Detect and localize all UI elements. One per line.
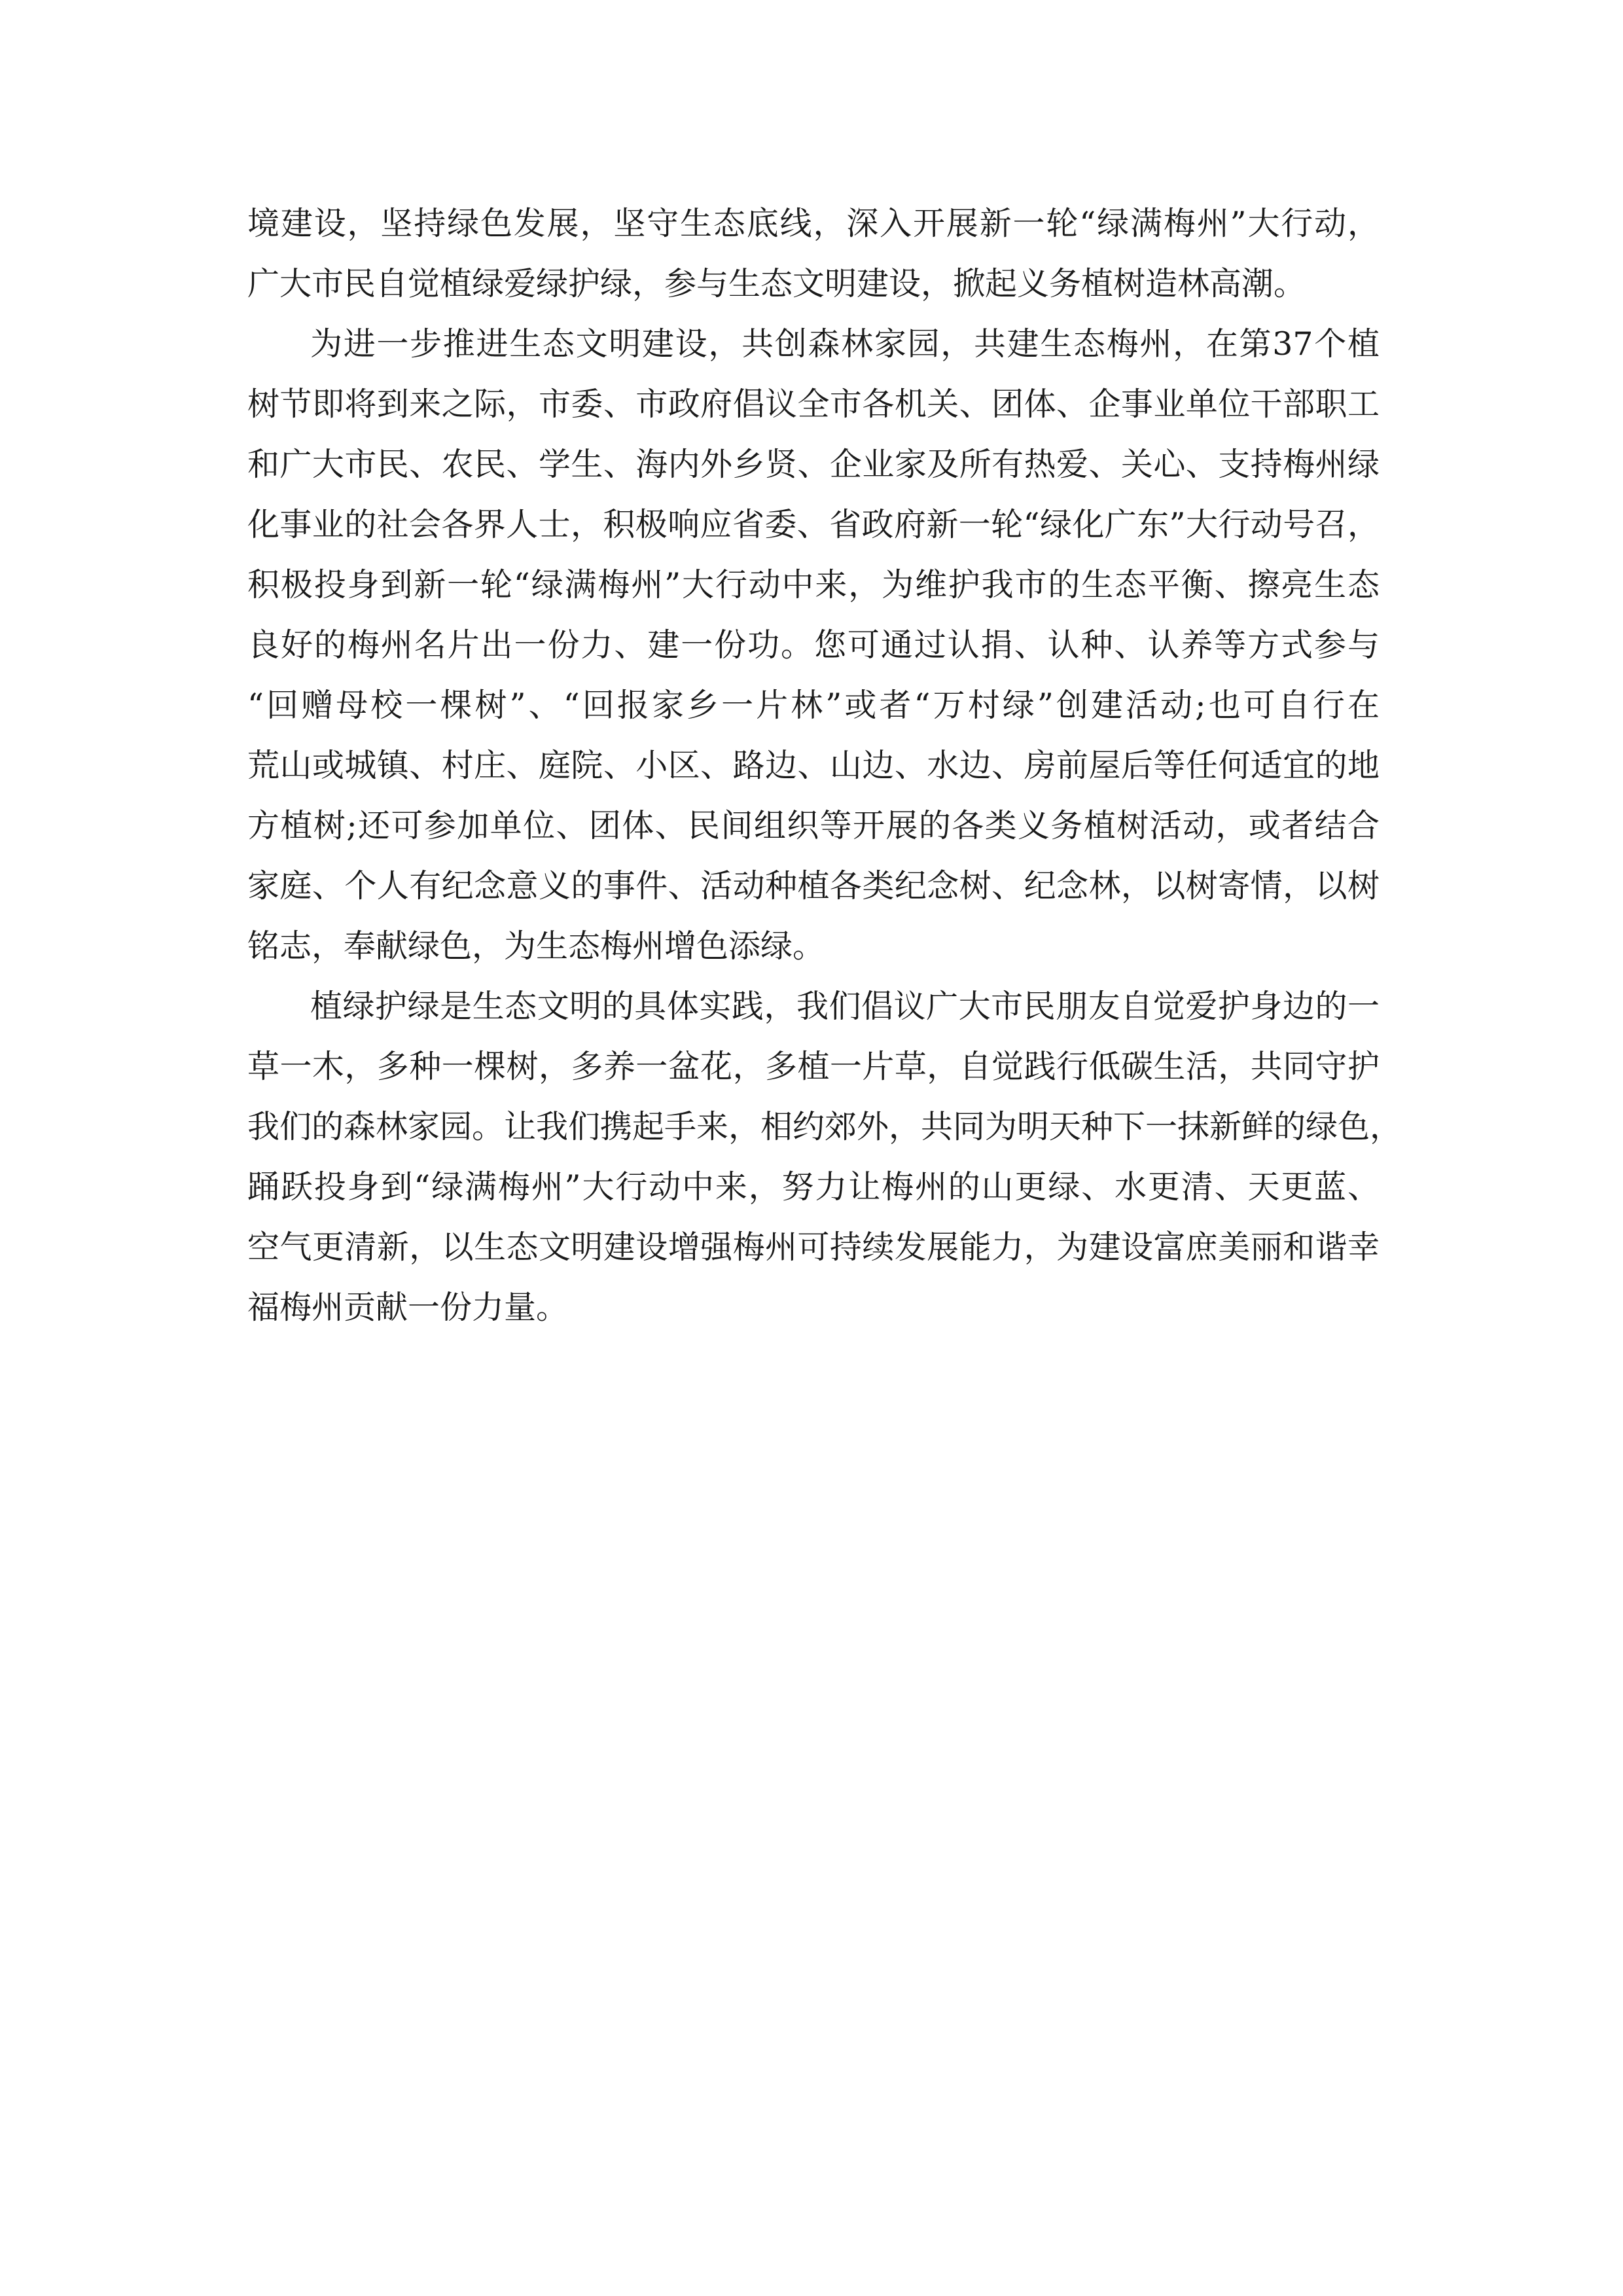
text-line: 良好的梅州名片出一份力、建一份功。您可通过认捐、认种、认养等方式参与 [247,626,1380,664]
text-line: 空气更清新，以生态文明建设增强梅州可持续发展能力，为建设富庶美丽和谐幸 [247,1229,1380,1266]
text-line: “回赠母校一棵树”、“回报家乡一片林”或者“万村绿”创建活动;也可自行在 [247,687,1380,724]
text-line: 我们的森林家园。让我们携起手来，相约郊外，共同为明天种下一抹新鲜的绿色， [247,1108,1402,1145]
text-line: 方植树;还可参加单位、团体、民间组织等开展的各类义务植树活动，或者结合 [247,807,1380,844]
text-line: 境建设，坚持绿色发展，坚守生态底线，深入开展新一轮“绿满梅州”大行动， [247,205,1380,242]
text-line: 积极投身到新一轮“绿满梅州”大行动中来，为维护我市的生态平衡、擦亮生态 [247,566,1380,603]
text-line: 福梅州贡献一份力量。 [247,1289,569,1326]
text-line: 踊跃投身到“绿满梅州”大行动中来，努力让梅州的山更绿、水更清、天更蓝、 [247,1168,1380,1206]
paragraph-2 [247,314,1380,977]
text-line: 植绿护绿是生态文明的具体实践，我们倡议广大市民朋友自觉爱护身边的一 [310,988,1380,1025]
text-line: 草一木，多种一棵树，多养一盆花，多植一片草，自觉践行低碳生活，共同守护 [247,1048,1380,1085]
paragraph-3 [247,977,1402,1338]
text-line: 铭志，奉献绿色，为生态梅州增色添绿。 [247,927,825,965]
text-line: 广大市民自觉植绿爱绿护绿，参与生态文明建设，掀起义务植树造林高潮。 [247,265,1306,302]
paragraph-1 [247,194,1380,314]
text-line: 家庭、个人有纪念意义的事件、活动种植各类纪念树、纪念林，以树寄情，以树 [247,867,1380,905]
text-line: 为进一步推进生态文明建设，共创森林家园，共建生态梅州，在第37个植 [310,325,1380,363]
text-line: 荒山或城镇、村庄、庭院、小区、路边、山边、水边、房前屋后等任何适宜的地 [247,747,1380,784]
text-line: 和广大市民、农民、学生、海内外乡贤、企业家及所有热爱、关心、支持梅州绿 [247,446,1380,483]
document-body [247,194,1402,1338]
text-line: 化事业的社会各界人士，积极响应省委、省政府新一轮“绿化广东”大行动号召， [247,506,1380,543]
text-line: 树节即将到来之际，市委、市政府倡议全市各机关、团体、企事业单位干部职工 [247,386,1380,423]
